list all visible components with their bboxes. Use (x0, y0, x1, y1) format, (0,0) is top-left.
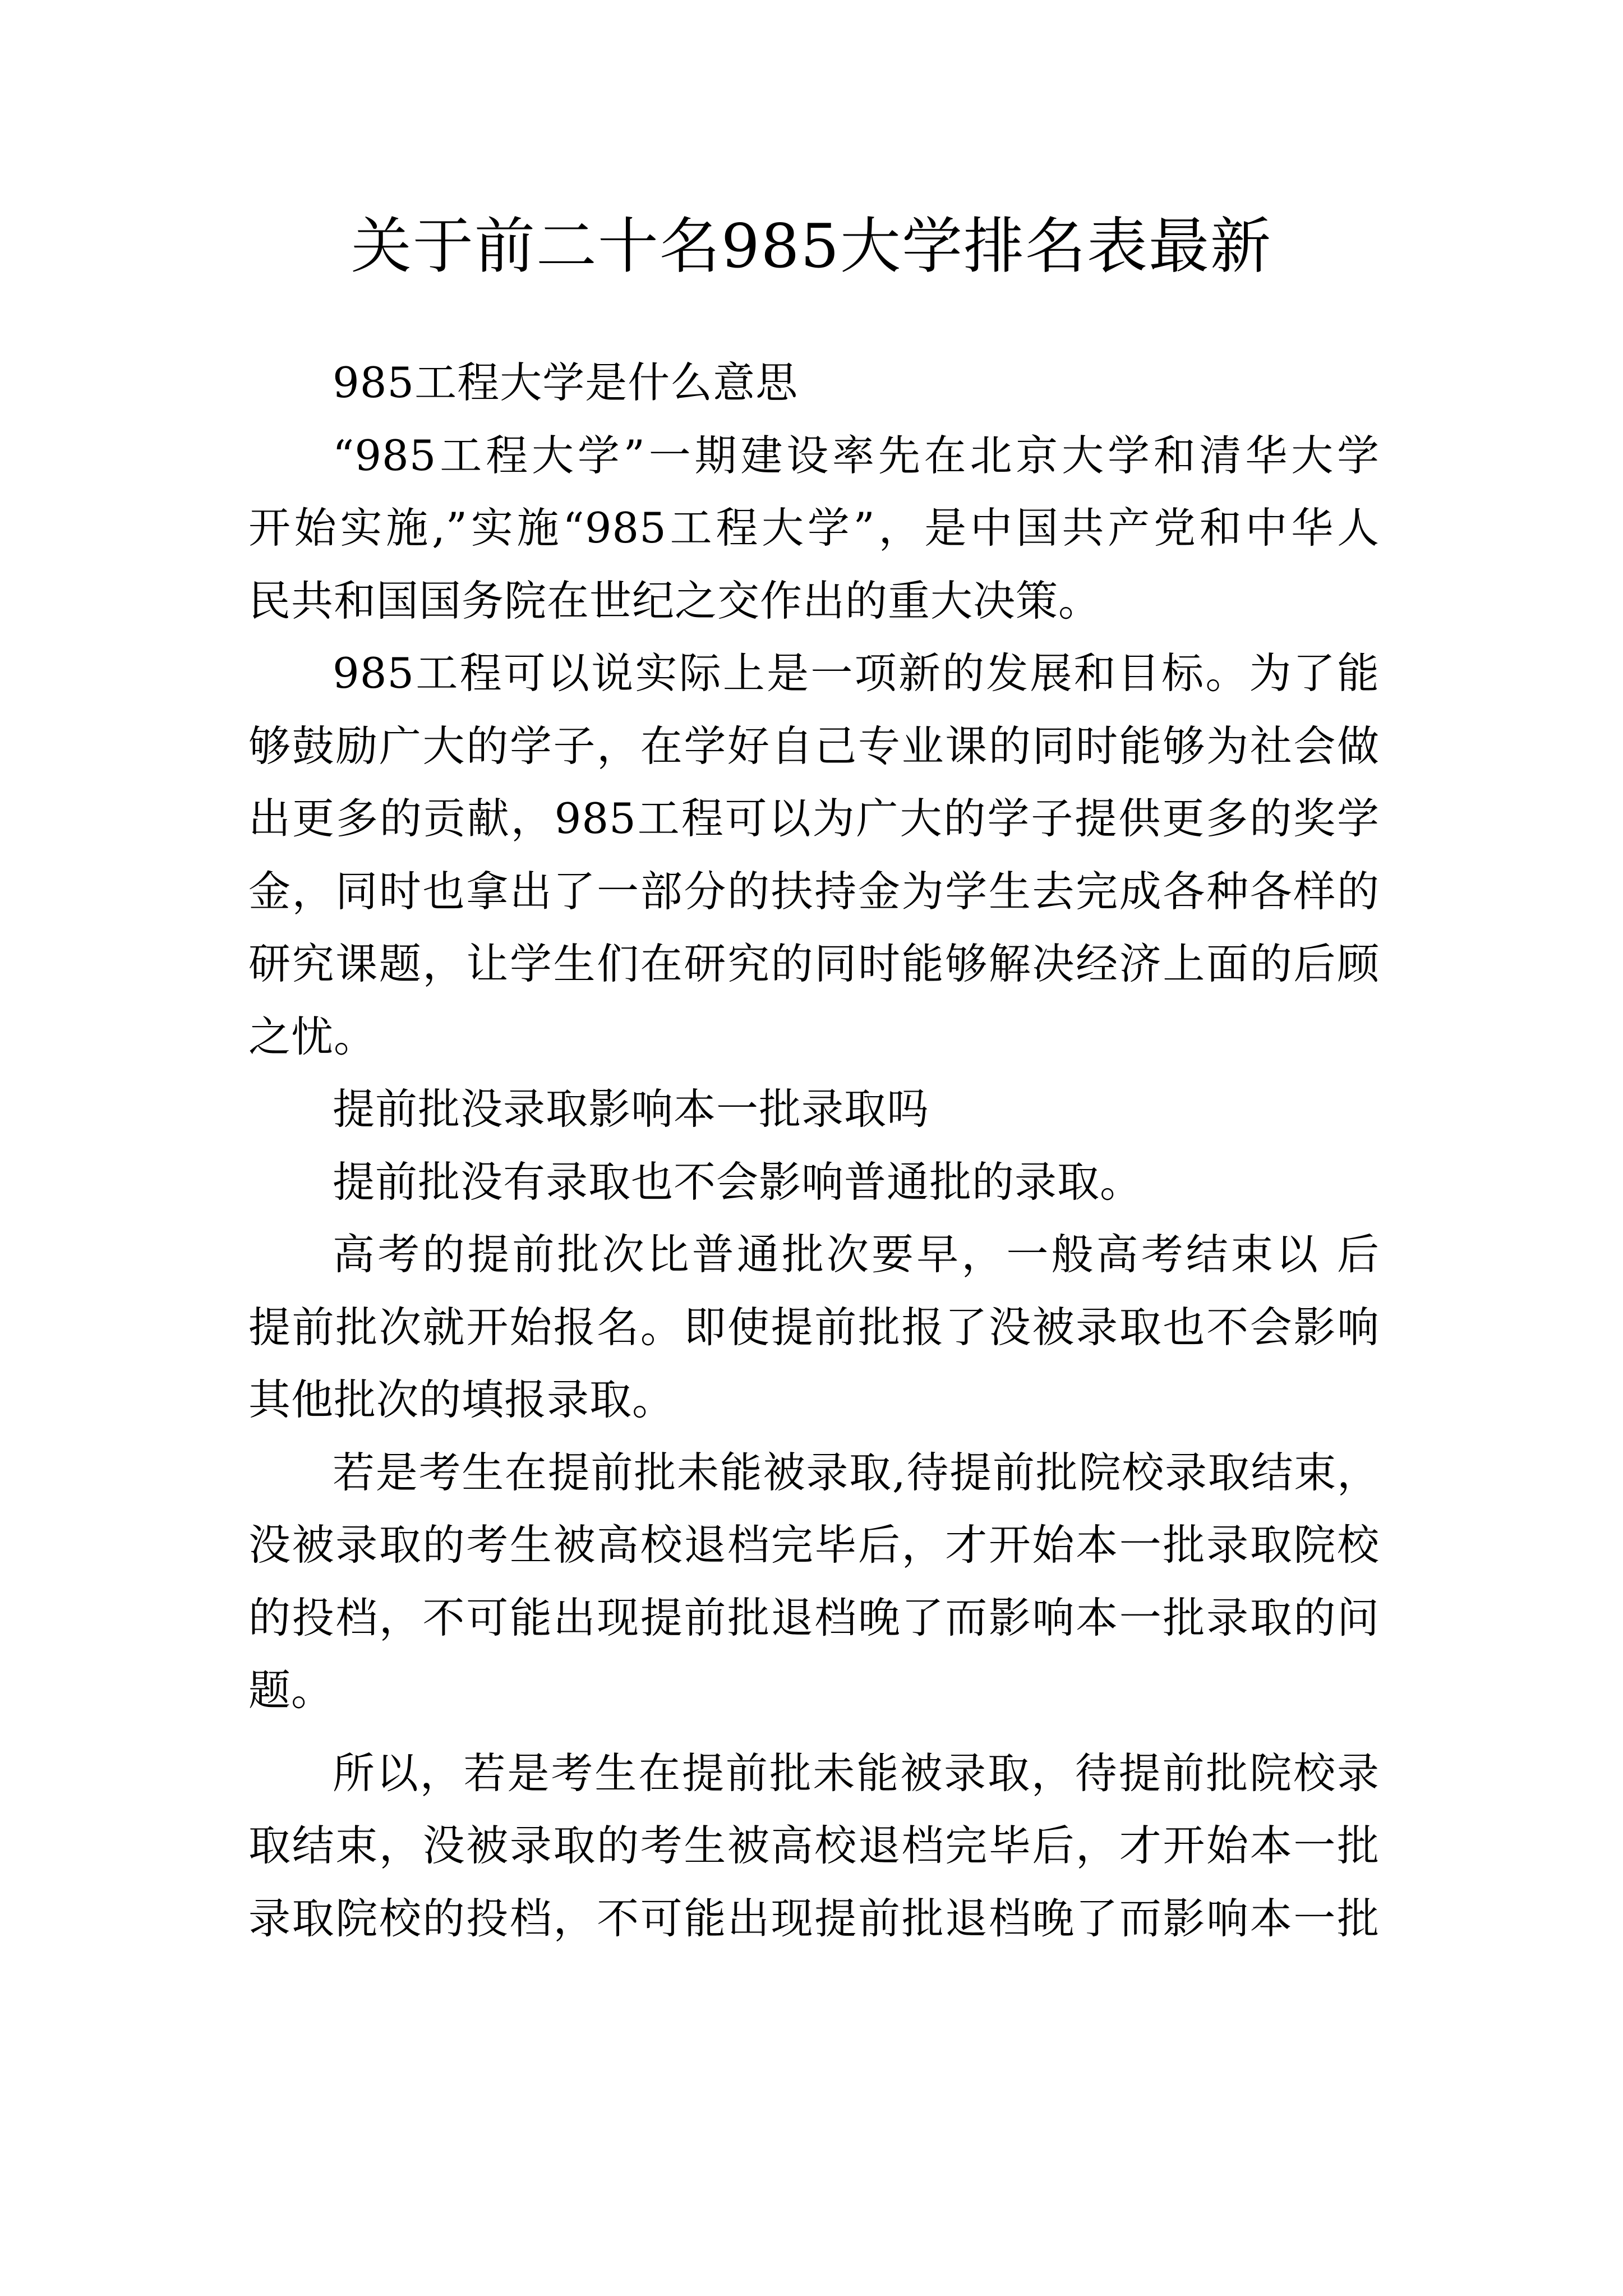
text-line: 取结束，没被录取的考生被高校退档完毕后，才开始本一批 (248, 1821, 1380, 1870)
text-line: 没被录取的考生被高校退档完毕后，才开始本一批录取院校 (248, 1520, 1380, 1570)
document-title: 关于前二十名985大学排名表最新 (351, 211, 1272, 282)
text-line: 其他批次的填报录取。 (248, 1375, 675, 1424)
text-line: 研究课题，让学生们在研究的同时能够解决经济上面的后顾 (248, 939, 1380, 988)
text-line: 提前批次就开始报名。即使提前批报了没被录取也不会影响 (248, 1302, 1380, 1352)
text-line: 录取院校的投档，不可能出现提前批退档晚了而影响本一批 (248, 1893, 1380, 1943)
text-line: 之忧。 (248, 1011, 377, 1061)
text-line: 所以，若是考生在提前批未能被录取，待提前批院校录 (333, 1748, 1380, 1798)
text-line: 若是考生在提前批未能被录取,待提前批院校录取结束， (333, 1447, 1380, 1497)
text-line: 出更多的贡献，985工程可以为广大的学子提供更多的奖学 (248, 794, 1380, 843)
text-line: 的投档，不可能出现提前批退档晚了而影响本一批录取的问 (248, 1593, 1380, 1642)
text-line: 开始实施,”实施“985工程大学”，是中国共产党和中华人 (248, 503, 1380, 553)
text-line: 金，同时也拿出了一部分的扶持金为学生去完成各种各样的 (248, 866, 1380, 916)
text-line: 985工程大学是什么意思 (333, 358, 799, 407)
document-body (248, 347, 1380, 1955)
text-line: 高考的提前批次比普通批次要早，一般高考结束以 后 (333, 1230, 1380, 1279)
text-line: 够鼓励广大的学子，在学好自己专业课的同时能够为社会做 (248, 721, 1380, 771)
text-line: 985工程可以说实际上是一项新的发展和目标。为了能 (333, 648, 1380, 698)
text-line: 民共和国国务院在世纪之交作出的重大决策。 (248, 576, 1101, 625)
text-line: 提前批没有录取也不会影响普通批的录取。 (333, 1157, 1143, 1207)
text-line: 题。 (248, 1665, 334, 1715)
text-line: 提前批没录取影响本一批录取吗 (333, 1084, 930, 1134)
text-line: “985工程大学”一期建设率先在北京大学和清华大学 (333, 430, 1380, 480)
